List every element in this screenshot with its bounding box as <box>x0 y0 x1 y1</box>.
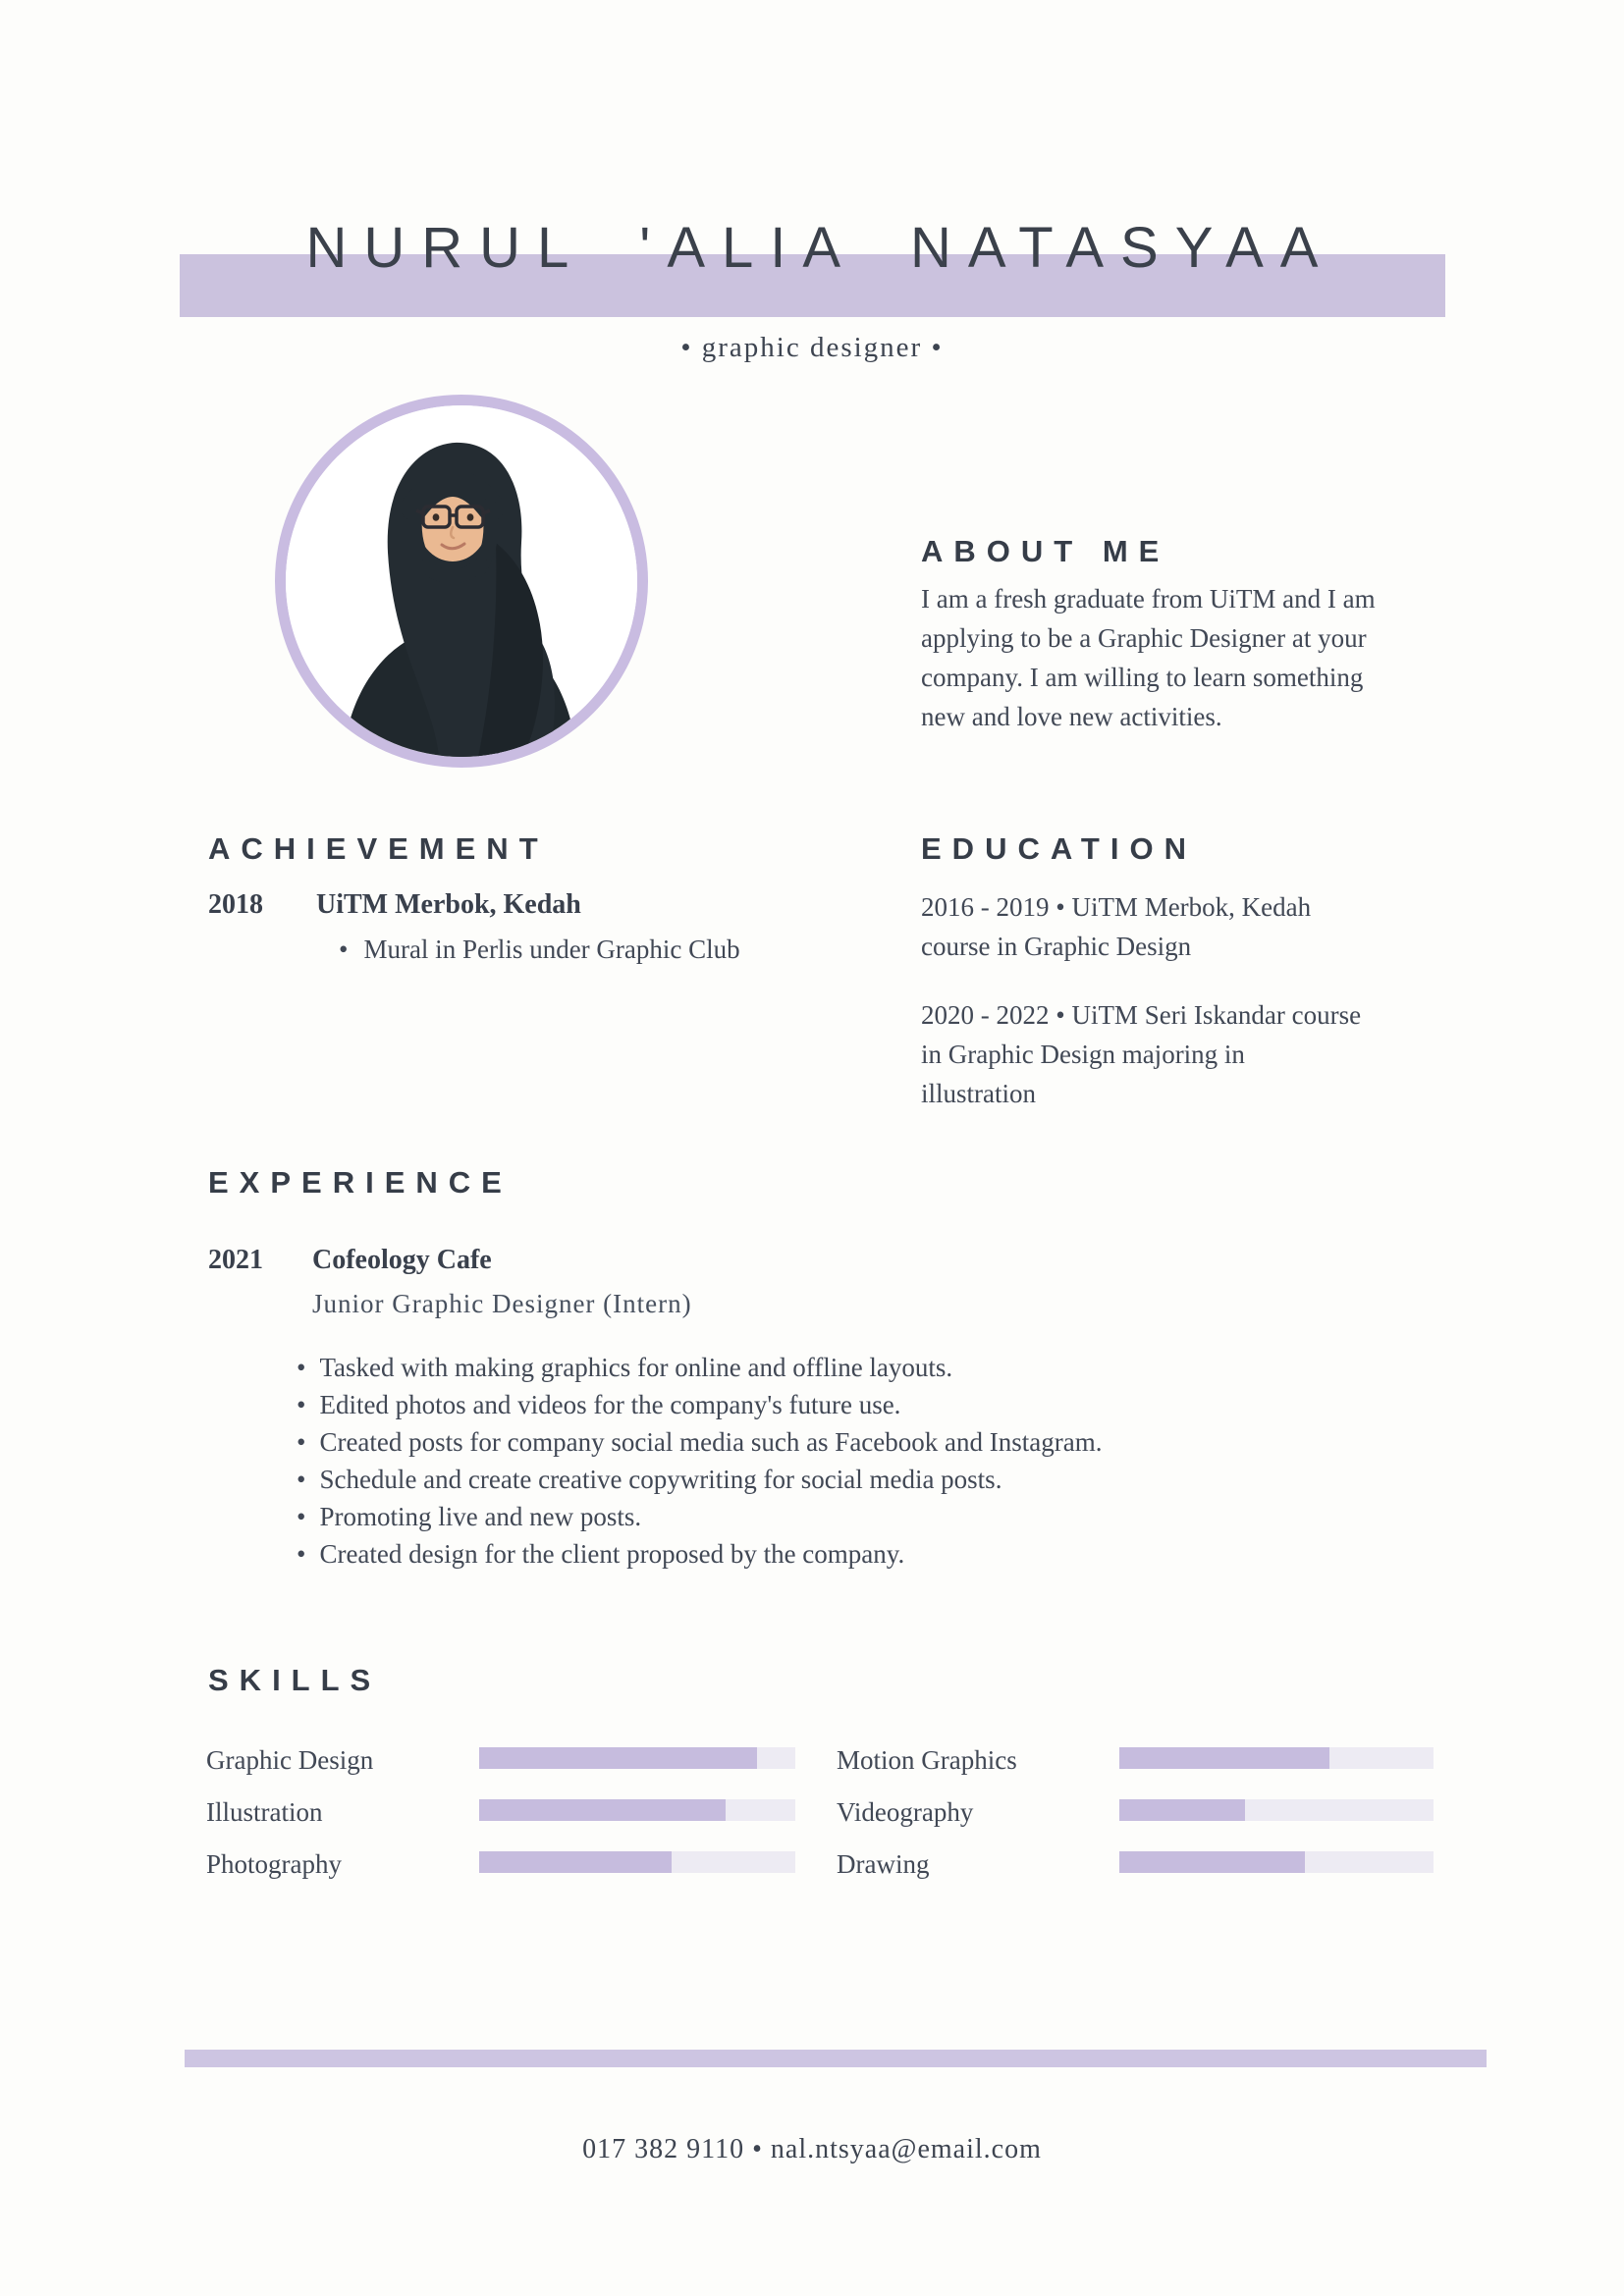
contact-line: 017 382 9110 • nal.ntsyaa@email.com <box>582 2134 1042 2164</box>
achievement-bullet-text: Mural in Perlis under Graphic Club <box>363 934 740 964</box>
skill-bar-illustration <box>479 1799 795 1821</box>
experience-bullet-text: Tasked with making graphics for online and offline layouts. <box>319 1353 953 1382</box>
experience-bullet <box>297 1535 1377 1573</box>
experience-bullet <box>297 1349 1377 1386</box>
person-name: NURUL 'ALIA NATASYAA <box>305 216 1335 280</box>
education-line: in Graphic Design majoring in <box>921 1040 1245 1069</box>
about-line: applying to be a Graphic Designer at your <box>921 623 1367 653</box>
experience-role: Junior Graphic Designer (Intern) <box>312 1289 692 1318</box>
skill-label-videography: Videography <box>837 1797 974 1827</box>
skill-bar-videography <box>1119 1799 1434 1821</box>
education-entry <box>921 887 1510 966</box>
experience-bullet <box>297 1386 1377 1423</box>
experience-bullet-text: Edited photos and videos for the company's future use. <box>319 1390 901 1419</box>
skill-bar-graphic-design <box>479 1747 795 1769</box>
education-entry <box>921 995 1510 1113</box>
skill-label-drawing: Drawing <box>837 1849 930 1879</box>
skill-label-graphic-design: Graphic Design <box>206 1745 374 1775</box>
footer-divider-bar <box>185 2050 1487 2067</box>
education-line: 2016 - 2019 • UiTM Merbok, Kedah <box>921 892 1312 922</box>
achievement-title: UiTM Merbok, Kedah <box>316 889 581 920</box>
experience-bullet-list <box>297 1349 1377 1573</box>
about-text <box>921 579 1510 736</box>
bullet-icon: • <box>297 1539 306 1569</box>
skill-bar-drawing <box>1119 1851 1434 1873</box>
experience-year: 2021 <box>208 1245 263 1275</box>
skill-label-motion-graphics: Motion Graphics <box>837 1745 1017 1775</box>
skill-bar-fill <box>479 1851 672 1873</box>
experience-bullet <box>297 1461 1377 1498</box>
achievement-bullet <box>339 931 740 968</box>
about-line: I am a fresh graduate from UiTM and I am <box>921 584 1376 614</box>
skill-bar-fill <box>1119 1747 1329 1769</box>
skill-bar-fill <box>1119 1851 1305 1873</box>
skills-heading: SKILLS <box>208 1663 382 1697</box>
about-line: company. I am willing to learn something <box>921 663 1364 692</box>
experience-bullet-text: Created design for the client proposed by the company. <box>319 1539 905 1569</box>
experience-bullet <box>297 1498 1377 1535</box>
skill-label-photography: Photography <box>206 1849 342 1879</box>
skill-bar-fill <box>479 1747 757 1769</box>
achievement-heading: ACHIEVEMENT <box>208 831 549 866</box>
bullet-icon: • <box>297 1465 306 1494</box>
skill-bar-fill <box>1119 1799 1245 1821</box>
profile-photo <box>275 395 648 768</box>
education-heading: EDUCATION <box>921 831 1197 866</box>
bullet-icon: • <box>339 934 349 964</box>
skill-bar-fill <box>479 1799 726 1821</box>
experience-bullet-text: Promoting live and new posts. <box>319 1502 642 1531</box>
experience-bullet-text: Schedule and create creative copywriting for social media posts. <box>319 1465 1002 1494</box>
education-line: 2020 - 2022 • UiTM Seri Iskandar course <box>921 1000 1362 1030</box>
bullet-icon: • <box>297 1427 306 1457</box>
skill-bar-motion-graphics <box>1119 1747 1434 1769</box>
bullet-icon: • <box>297 1502 306 1531</box>
skill-bar-photography <box>479 1851 795 1873</box>
about-heading: ABOUT ME <box>921 534 1170 568</box>
education-line: course in Graphic Design <box>921 932 1192 961</box>
achievement-year: 2018 <box>208 889 263 920</box>
bullet-icon: • <box>297 1390 306 1419</box>
portrait-illustration <box>286 405 637 757</box>
experience-company: Cofeology Cafe <box>312 1245 492 1275</box>
job-title-subtitle: • graphic designer • <box>680 332 944 363</box>
experience-bullet-text: Created posts for company social media such as Facebook and Instagram. <box>319 1427 1103 1457</box>
experience-bullet <box>297 1423 1377 1461</box>
experience-heading: EXPERIENCE <box>208 1165 513 1200</box>
about-line: new and love new activities. <box>921 702 1222 731</box>
bullet-icon: • <box>297 1353 306 1382</box>
education-line: illustration <box>921 1079 1036 1108</box>
skill-label-illustration: Illustration <box>206 1797 323 1827</box>
